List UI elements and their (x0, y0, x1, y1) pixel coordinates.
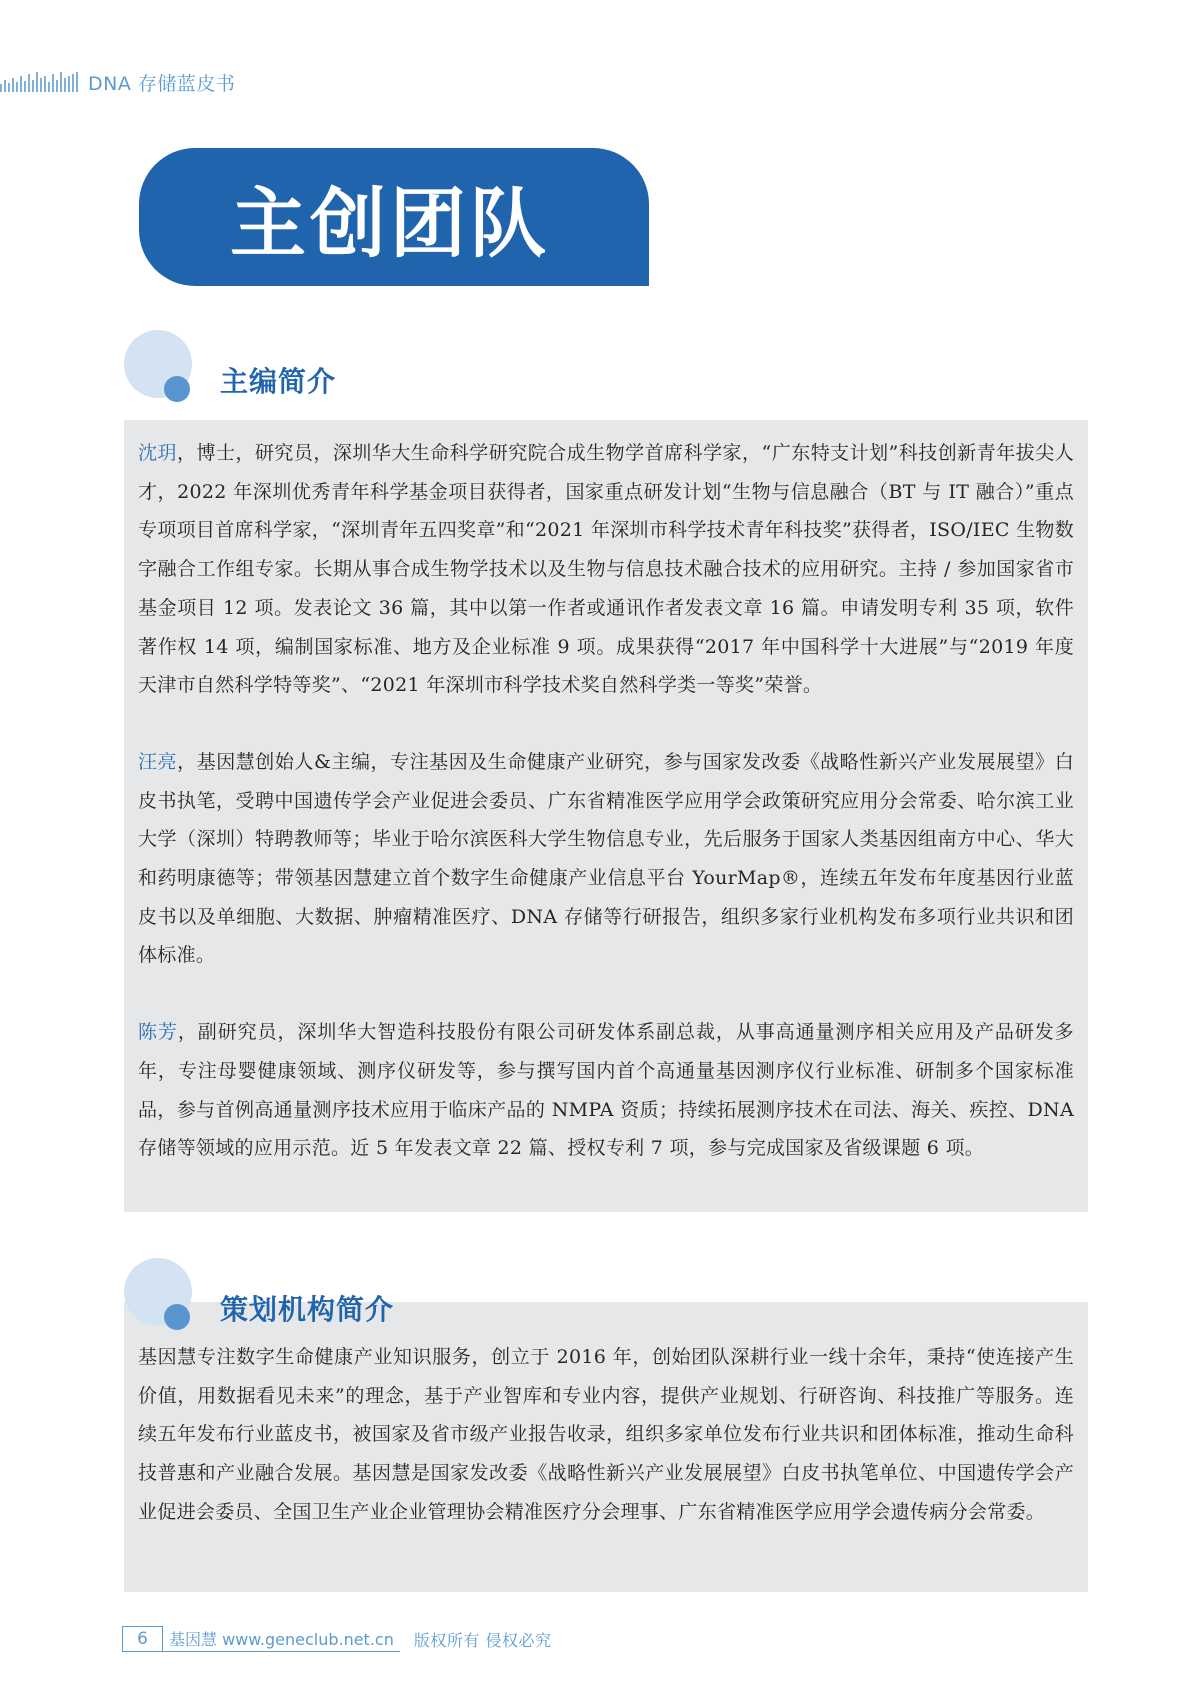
person-name: 汪亮 (138, 750, 178, 773)
page-footer (122, 1624, 551, 1654)
running-header (0, 70, 235, 94)
chapter-title: 主创团队 (230, 178, 550, 268)
bio-text: ，基因慧创始人&主编，专注基因及生命健康产业研究，参与国家发改委《战略性新兴产业发展展望》白皮书执笔，受聘中国遗传学会产业促进会委员、广东省精准医学应用学会政策研究应用分会常委、哈尔滨工业大学（深圳）特聘教师等；毕业于哈尔滨医科大学生物信息专业，先后服务于国家人类基因组南方中心、华大和药明康德等；带领基因慧建立首个数字生命健康产业信息平台 YourMap®，连续五年发布年度基因行业蓝皮书以及单细胞、大数据、肿瘤精准医疗、DNA 存储等行研报告，组织多家行业机构发布多项行业共识和团体标准。 (138, 750, 1074, 967)
site-link[interactable]: 基因慧 www.geneclub.net.cn (162, 1626, 400, 1652)
person-name: 陈芳 (138, 1021, 178, 1044)
running-title: DNA 存储蓝皮书 (88, 72, 236, 95)
person-name: 沈玥 (138, 442, 177, 464)
bio-paragraph (138, 743, 1074, 975)
section-title: 策划机构简介 (220, 1293, 395, 1326)
chapter-title-banner (139, 148, 649, 286)
section-heading-editors (124, 330, 524, 410)
page-number: 6 (122, 1626, 162, 1652)
organizer-panel (124, 1302, 1088, 1592)
editors-panel (124, 420, 1088, 1212)
section-heading-organizer (124, 1258, 524, 1338)
organizer-paragraph: 基因慧专注数字生命健康产业知识服务，创立于 2016 年，创始团队深耕行业一线十余年，秉持“使连接产生价值，用数据看见未来”的理念，基于产业智库和专业内容，提供产业规划、行研咨询、科技推广等服务。连续五年发布行业蓝皮书，被国家及省市级产业报告收录，组织多家单位发布行业共识和团体标准，推动生命科技普惠和产业融合发展。基因慧是国家发改委《战略性新兴产业发展展望》白皮书执笔单位、中国遗传学会产业促进会委员、全国卫生产业企业管理协会精准医疗分会理事、广东省精准医学应用学会遗传病分会常委。 (138, 1346, 1074, 1523)
bio-text: ，副研究员，深圳华大智造科技股份有限公司研发体系副总裁，从事高通量测序相关应用及产品研发多年，专注母婴健康领域、测序仪研发等，参与撰写国内首个高通量基因测序仪行业标准、研制多个国家标准品，参与首例高通量测序技术应用于临床产品的 NMPA 资质；持续拓展测序技术在司法、海关、疾控、DNA 存储等领域的应用示范。近 5 年发表文章 22 篇、授权专利 7 项，参与完成国家及省级课题 6 项。 (138, 1021, 1074, 1160)
dot-decoration-icon (164, 376, 190, 402)
bio-paragraph (138, 434, 1074, 705)
dot-decoration-icon (164, 1304, 190, 1330)
bio-text: ，博士，研究员，深圳华大生命科学研究院合成生物学首席科学家，“广东特支计划”科技创新青年拔尖人才，2022 年深圳优秀青年科学基金项目获得者，国家重点研发计划“生物与信息融合（BT 与 IT 融合）”重点专项项目首席科学家，“深圳青年五四奖章”和“2021 年深圳市科学技术青年科技奖”获得者，ISO/IEC 生物数字融合工作组专家。长期从事合成生物学技术以及生物与信息技术融合技术的应用研究。主持 / 参加国家省市基金项目 12 项。发表论文 36 篇，其中以第一作者或通讯作者发表文章 16 篇。申请发明专利 35 项，软件著作权 14 项，编制国家标准、地方及企业标准 9 项。成果获得“2017 年中国科学十大进展”与“2019 年度天津市自然科学特等奖”、“2021 年深圳市科学技术奖自然科学类一等奖”荣誉。 (138, 442, 1075, 697)
bio-paragraph (138, 1013, 1074, 1168)
barcode-decoration-icon (0, 72, 78, 92)
copyright-text: 版权所有 侵权必究 (413, 1630, 552, 1650)
section-title: 主编简介 (220, 365, 337, 398)
